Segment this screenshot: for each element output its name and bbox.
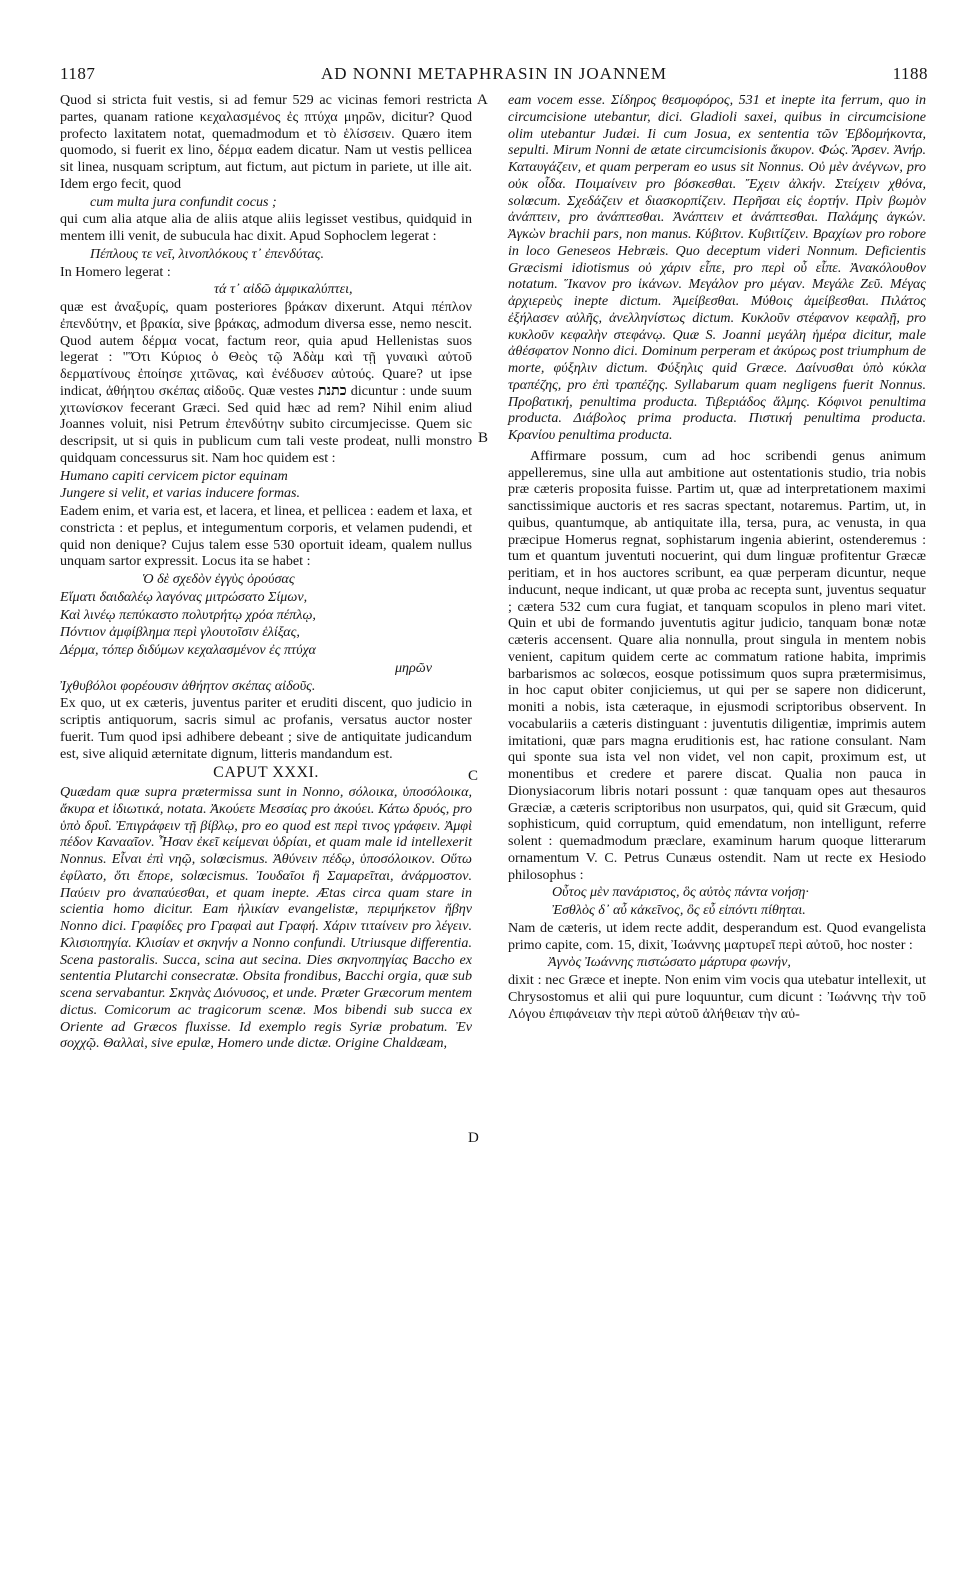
section-marker-d: D xyxy=(468,1130,479,1146)
right-column xyxy=(508,92,926,1022)
greek-verse: Δέρμα, τόπερ διδύμων κεχαλασμένον ἐς πτύχα xyxy=(60,642,316,658)
paragraph-text: quæ est ἀναξυρίς, quam posteriores βράκαν dixerunt. Atqui πέπλον ἐπενδύτην, et βρακία, sive βράκας, admodum diversa esse, nemo nescit. Quod autem δέρμα vocat, factum reor, quia apud Hellenistas suos legerat : "Ὅτι Κύριος ὁ Θεὸς τῷ Ἀδὰμ καὶ τῇ γυναικὶ αὐτοῦ δερματίνους ἐποίησε χιτῶνας, καὶ ἐνέδυσεν αὐτούς. Quare? ut ipse indicat, ἀθήητου σκέπας αἰδοῦς. Quæ vestes xyxy=(60,299,472,399)
paragraph: In Homero legerat : xyxy=(60,263,171,280)
greek-verse: Ὁ δὲ σχεδὸν ἐγγὺς ὀρούσας xyxy=(142,571,295,587)
paragraph: Nam de cæteris, ut idem recte addit, desperandum est. Quod evangelista primo capite, com. 15, dixit, Ἰωάννης μαρτυρεῖ περὶ αὐτοῦ, hoc noster : xyxy=(508,919,926,953)
chapter-summary: Quædam quæ supra prætermissa sunt in Nonno, σόλοικα, ὑποσόλοικα, ἄκυρα et ἰδιωτικά, notata. Ἀκούετε Μεσσίας pro ἀκούει. Κάτω δρυός, pro ὑπὸ δρυΐ. Ἐπιγράφειν τῇ βίβλῳ, pro eo quod est περὶ τινος γράφειν. Ἀμφὶ πέδον Κανααῖον. Ἦσαν ἐκεῖ κείμεναι ὑδρίαι, et quam male id intellexerit Nonnus. Εἶναι ἐπὶ νηῷ, solœcismus. Ἀθύνειν πέδῳ, ὑποσόλοικον. Οὕτω ἐφίλατο, ὅτι ἔπορε, solœcismus. Ἰουδαῖοι ἢ Σαμαρεῖται, ἀνάρμοστον. Παύειν pro ἀναπαύεσθαι, et quam inepte. Ætas circa quam stare in scientia homo dicitur. Eam ἡλικίαν evangelistæ, περιμήκετον ἥβην Nonno dici. Γραφίδες pro Γραφαὶ aut Γραφή. Χάριν τιταίνειν pro λέγειν. Κλισιοπηγία. Κλισίαν et σκηνήν a Nonno confundi. Utriusque differentia. Scena pastoralis. Succa, scina aut secina. Dies σκηνοπηγίας Baccho ex sententia Plutarchi consecratæ. Obsita frondibus, Bacchi orgia, quæ sub scena servabantur. Σκηνὰς Διόνυσος, et unde. Præter Græcorum mentem dictus. Comicorum ac tragicorum scenæ. Mos bibendi sub succa ex Oriente ad Græcos fluxisse. Id exemplo regis Syriæ probatum. Ἐν σοχχῷ. Θαλλαὶ, sive epulæ, Homero unde dictæ. Origine Chaldæam, xyxy=(60,784,472,1052)
running-header xyxy=(60,64,928,86)
paragraph: qui cum alia atque alia de aliis atque aliis legisset vestibus, quidquid in mentem illi venit, de subucula hac dixit. Apud Sophoclem legerat : xyxy=(60,211,472,244)
verse-quote: cum multa jura confundit cocus ; xyxy=(90,193,277,210)
verse-quote: Πέπλους τε νεῖ, λινοπλόκους τ᾽ ἐπενδύτας. xyxy=(90,245,324,262)
greek-verse: Εἵματι δαιδαλέῳ λαγόνας μιτρώσατο Σίμων, xyxy=(60,588,308,605)
section-marker-b: B xyxy=(478,430,489,446)
paragraph: Eadem enim, et varia est, et lacera, et linea, et pellicea : eadem et laxa, et constricta : et peplus, et integumentum corporis, et velamen pudendi, et quid non denique? Cujus talem esse 530 oportuit ideam, qualem nullus unquam sartor expressit. Locus ita se habet : xyxy=(60,503,472,570)
greek-verse: Ἀγνὸς Ἰωάννης πιστώσατο μάρτυρα φωνήν, xyxy=(548,954,791,971)
greek-verse: Ἰχθυβόλοι φορέουσιν ἀθήητον σκέπας αἰδοῦς. xyxy=(60,677,316,694)
paragraph: Quod si stricta fuit vestis, si ad femur 529 ac vicinas femori restricta partes, quanam ratione κεχαλασμένος ἐς πτύχα μηρῶν, dicitur? Quod profecto laxitatem notat, quemadmodum et τὸ ἑλίσσειν. Quæro item quomodo, si fuerit ex lino, δέρμα eadem dicatur. Nam ut vestis pellicea sit linea, nusquam scriptum, aut fictum, aut pictum in pariete, ut ille ait. Idem ergo fecit, quod xyxy=(60,92,472,192)
section-marker-a: A xyxy=(477,92,488,108)
left-column xyxy=(60,92,472,1052)
running-title: AD NONNI METAPHRASIN IN JOANNEM xyxy=(320,64,668,83)
verse-quote: Jungere si velit, et varias inducere formas. xyxy=(60,485,301,502)
verse-quote: Humano capiti cervicem pictor equinam xyxy=(60,467,288,484)
greek-verse: Καὶ λινέῳ πεπύκαστο πολυτρήτῳ χρόα πέπλῳ, xyxy=(60,606,316,623)
chapter-summary-continued: eam vocem esse. Σίδηρος θεσμοφόρος, 531 et inepte ita ferrum, quo in circumcisione utebantur, dici. Gladioli saxei, quibus in circumcisione olim utebantur Judæi. Ii cum Josua, ex sententia τῶν Ἑβδομήκοντα, sepulti. Mirum Nonni de ætate circumcisionis ἄκυρον. Φώς. Ἄρσεν. Ἀνήρ. Καταυγάζειν, et quam perperam eo usus sit Nonnus. Οὐ μὲν ἀνέγνων, pro οὐκ οἶδα. Ποιμαίνειν pro βόσκεσθαι. Ἔχειν ἀλκήν. Στείχειν χθόνα, solœcum. Σχεδάζειν et διασκορπίζειν. Περῆσαι εἰς ἑορτήν. Πρὶν βωμὸν ἀνάπτειν, pro ἀνάπτεσθαι. Ἀνάπτειν et ἀνάπτεσθαι. Παλάμης ἀγκών. Ἀγκὼν brachii pars, non manus. Κύβιτον. Κυβιτίζειν. Βραχίων pro robore in loco Geneseos Hebræis. Quo deceptum videri Nonnum. Deficientis Græcismi idiotismus οὐ χάριν εἶπε, pro περὶ οὗ εἶπε. Ἀνακόλουθον notatum. Ἵκανον pro ἱκάνων. Μεγάλον pro μέγαν. Μεγάλε Ζεῦ. Μέγας ἀρχιερεὺς inepte dictum. Ἀμείβεσθαι. Μύθοις ἀμείβεσθαι. Πιλάτος ἐξήλασεν αὐλῆς, ἀνελληνίστως dictum. Κυκλοῦν στέφανον κεφαλῇ, pro κυκλοῦν κεφαλὴν στεφάνῳ. Quæ S. Joanni μεγάλη ἡμέρα dicitur, male ἀθέσφατον Nonno dici. Dominum perperam et ἀκύρως post triumphum de morte, φύξηλιν dictum. Φύξηλις quid Græce. Δαίνυσθαι ὑπὸ κύκλα τραπέζης, pro ἐπὶ τραπέζης. Syllabarum quam negligens fuerit Nonnus. Προβατική, penultima producta. Τιβεριάδος ἅλμης. Κόφινοι penultima producta. Διάβολος prima producta. Πιστική penultima producta. Κρανίου penultima producta. xyxy=(508,92,926,443)
greek-verse: Πόντιον ἀμφίβλημα περὶ γλουτοῖσιν ἑλίξας, xyxy=(60,624,300,641)
paragraph xyxy=(60,299,472,467)
chapter-heading: CAPUT XXXI. xyxy=(213,764,319,782)
greek-verse-continuation: μηρῶν xyxy=(394,659,432,676)
paragraph: Ex quo, ut ex cæteris, juventus pariter et eruditi discent, quo judicio in scriptis antiquorum, sacris simul ac profanis, versatus auctor noster fuerit. Tum quod ipsi adhibere debeant ; sive de antiquitate judicandum est, sive aliquid æternitate dignum, litteris mandandum est. xyxy=(60,695,472,762)
page-number-left: 1187 xyxy=(60,64,96,83)
greek-verse: Ἐσθλὸς δ᾽ αὖ κἀκεῖνος, ὃς εὖ εἰπόντι πίθηται. xyxy=(552,902,806,918)
paragraph: Affirmare possum, cum ad hoc scribendi genus animum appelleremus, sine ulla aut ambitione aut ostentationis studio, tria nobis præ cæteris proposita fuisse. Partim ut, quæ ad interpretationem maximi sanctissimique auctoris et res sacras spectant, notaremus. Partim, ut, in quibus, quantumque, ab antiquitate illa, tersa, pura, ac venusta, in qua præcipue Homerus regnat, sophistarum ingenia abierint, ostenderemus : tum et quantum juventuti nocuerint, qui dum linguæ profitentur Græcæ peritiam, et in hos auctores scribunt, ea quæ perperam dicuntur, neque inducunt, neque indicant, ut quæ proba ac recepta sunt, juventus sequatur ; cætera 532 cum cura fugiat, et tanquam scopulos in pleno mari vitet. Quin et ubi de formando juventutis agitur judicio, tanquam bonæ notæ cæteris accensent. Quare alia nonnulla, prout singula in mentem nobis venient, capitum quidem certe ac commatum ratione habita, imprimis barbarismos ac solœcos, eosque potissimum quos supra prætermisimus, in hoc caput obiter conjiciemus, ut qui per se sapere non didicerunt, moniti a nobis, ista cæteraque, in ejusmodi scriptoribus observent. In vocabulariis a cæteris distinguant : juventutis diligentiæ, imprimis autem imitationi, quæ pars magna eruditionis est, hac ratione consulant. Nam qui sponte sua ista vel non videt, vel non capit, proximum est, ut monentibus et credere et parere discat. Qualia non pauca in Dionysiacorum libris notari possunt : quæ tanquam opes aut thesauros Græciæ, a cæteris scriptoribus non usurpatos, qui, quid sit Græcum, quid sophisticum, quid corruptum, quid emendatum, non intelligunt, referre solent : quemadmodum præclare, examinum harum quoque litterarum ornamentum V. C. Petrus Cunæus ostendit. Nam ut recte ex Hesiodo philosophus : xyxy=(508,447,926,883)
hebrew-word: כתנת xyxy=(317,382,347,399)
greek-verse: Οὗτος μὲν πανάριστος, ὃς αὐτὸς πάντα νοήσῃ· xyxy=(552,884,809,901)
verse-quote: τά τ᾽ αἰδῶ ἀμφικαλύπτει, xyxy=(214,281,353,298)
paragraph: dixit : nec Græce et inepte. Non enim vim vocis qua utebatur intellexit, ut Chrysostomus et alii qui pure loquuntur, cum dicunt : Ἰωάννης τὴν τοῦ Λόγου ἐπιφάνειαν τὴν περὶ αὐτοῦ ἀλήθειαν τὴν αὐ- xyxy=(508,972,926,1022)
page-number-right: 1188 xyxy=(892,64,928,83)
paragraph-text: dicuntur : unde suum χιτωνίσκον fecerant Græci. Sed quid hæc ad rem? Nihil enim aliud Joannes voluit, nisi Petrum ἐπενδύτην subito circumjecisse. Quem sic descripsit, ut si quis in publicum cum tali veste prodeat, nulli monstro quidquam concessurus sit. Nam hoc quidem est : xyxy=(60,382,472,466)
section-marker-c: C xyxy=(468,768,479,784)
